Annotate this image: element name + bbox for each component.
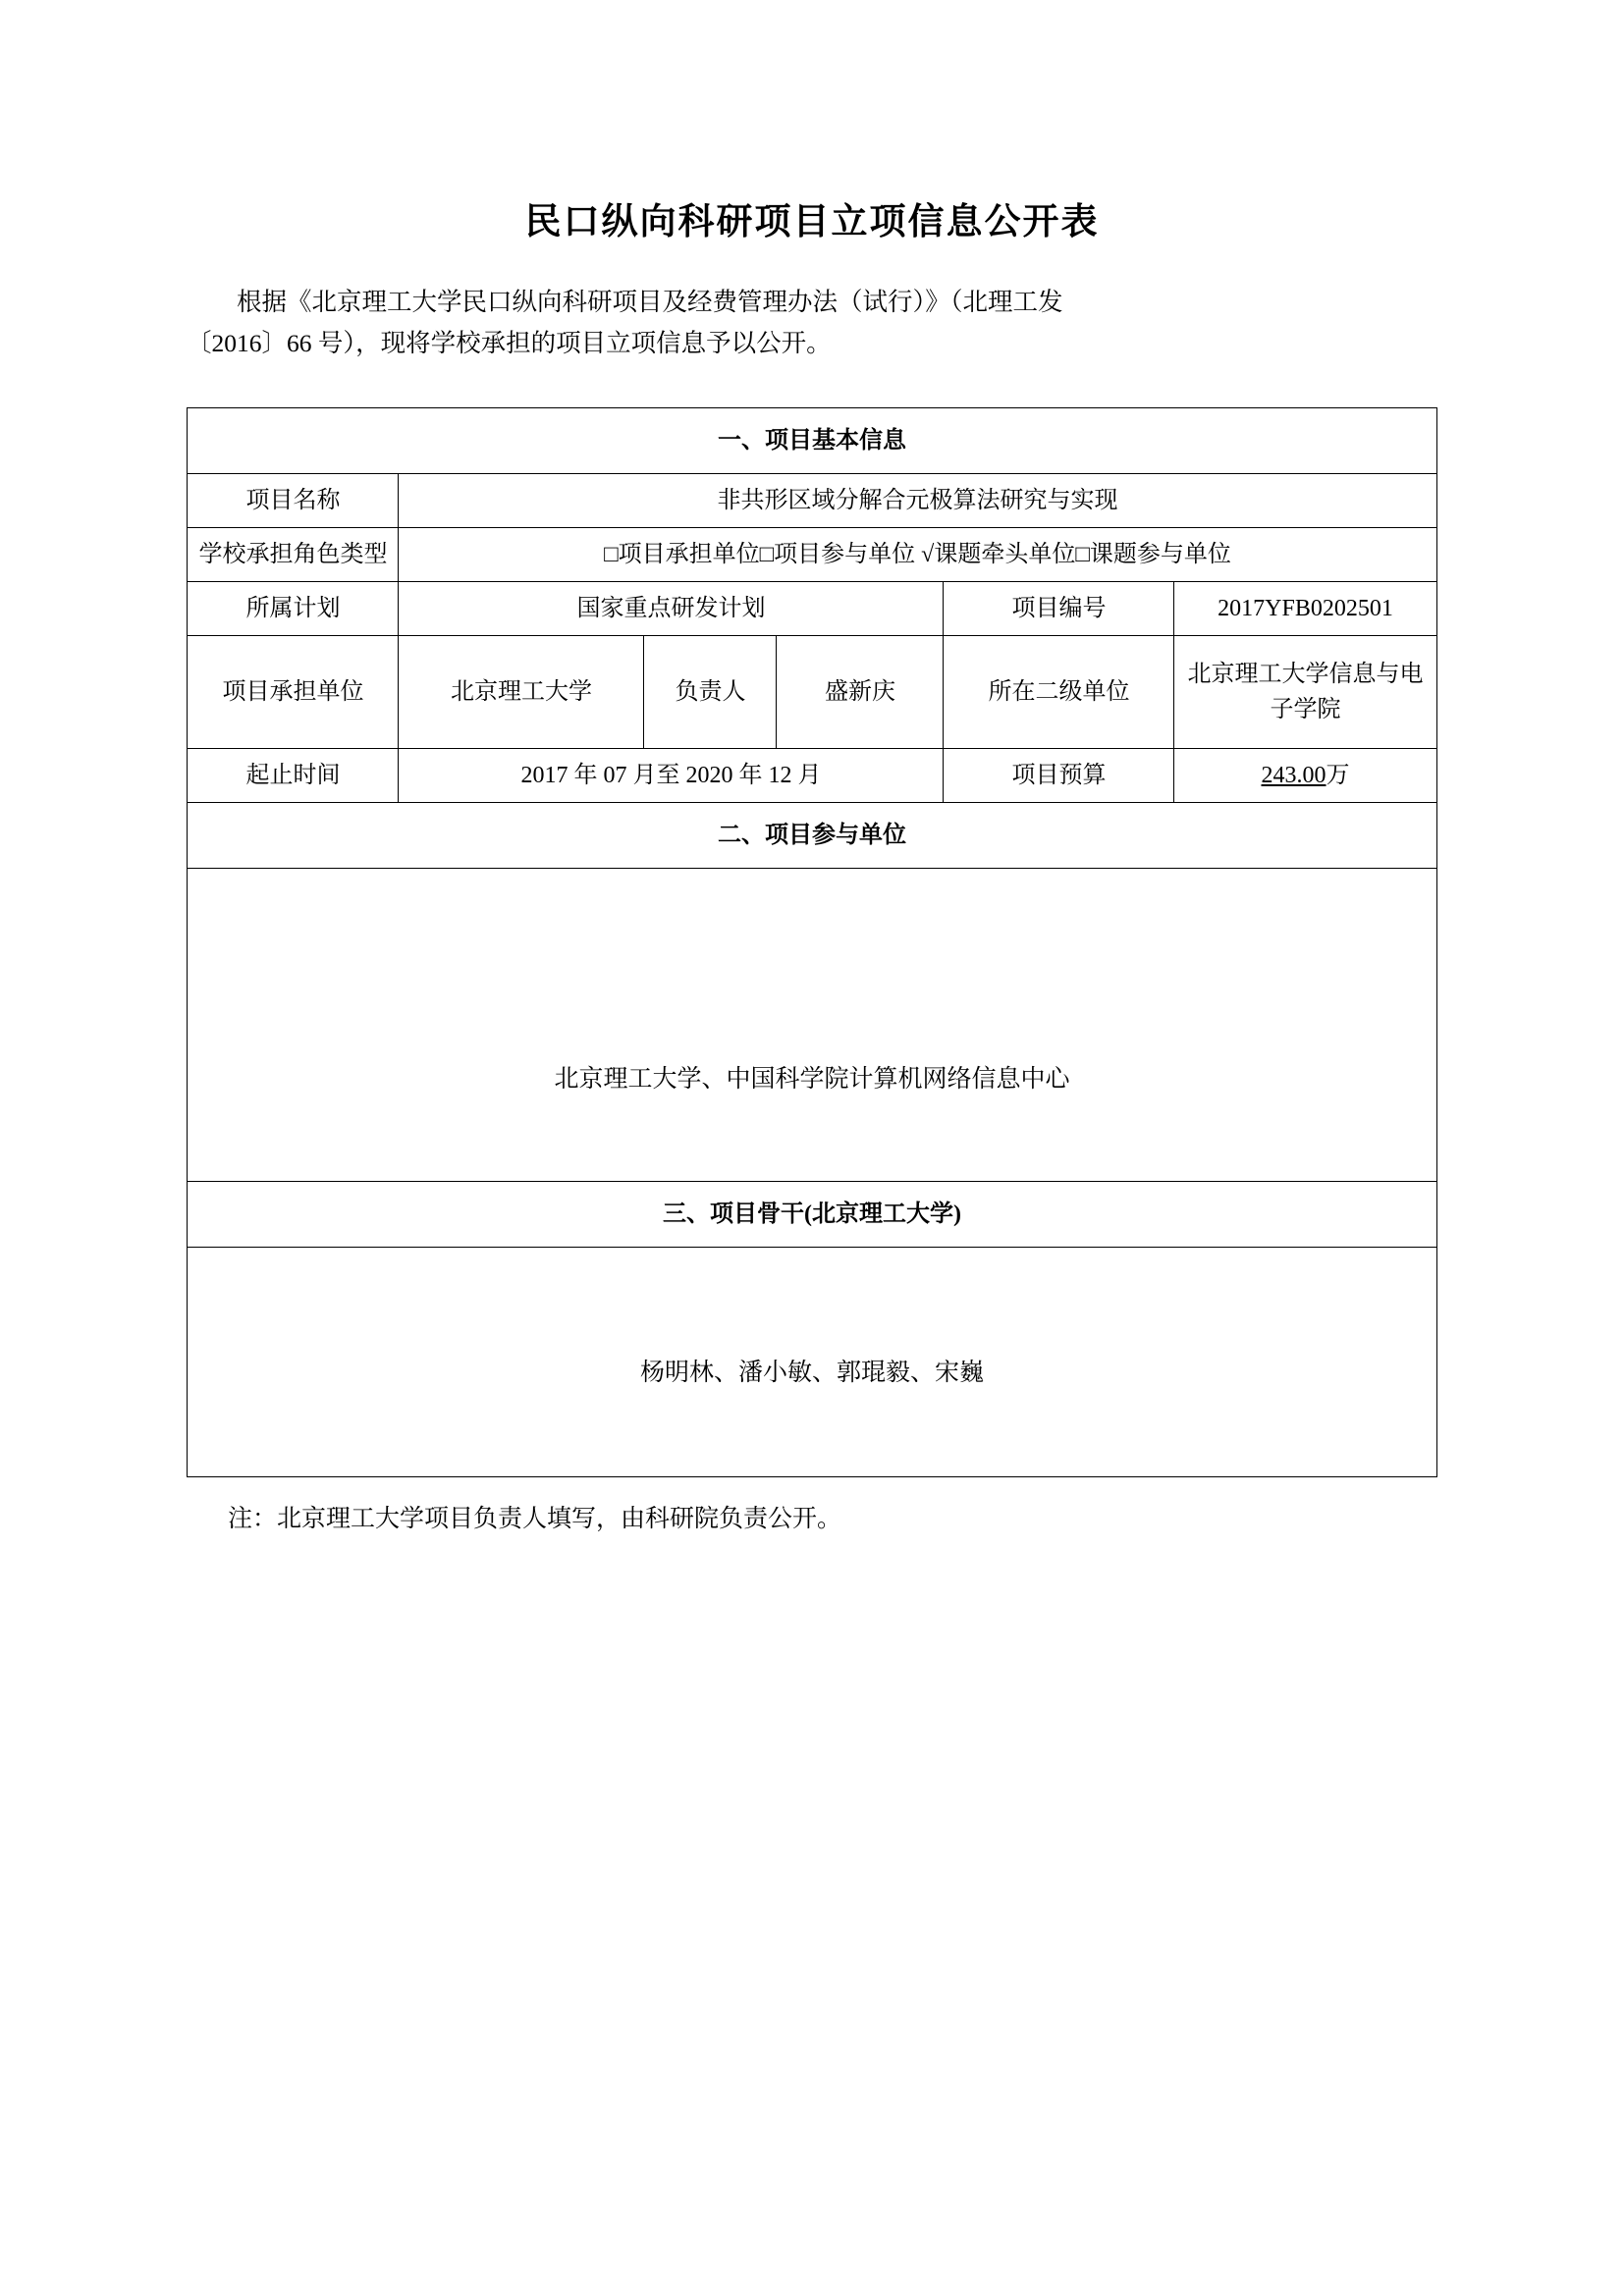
section2-heading-row bbox=[188, 803, 1436, 869]
label-role-type: 学校承担角色类型 bbox=[188, 528, 399, 582]
label-project-name: 项目名称 bbox=[188, 474, 399, 528]
label-secondary-unit: 所在二级单位 bbox=[944, 636, 1174, 749]
key-members-text: 杨明林、潘小敏、郭琨毅、宋巍 bbox=[639, 1359, 984, 1386]
footnote: 注：北京理工大学项目负责人填写，由科研院负责公开。 bbox=[228, 1506, 842, 1533]
section-heading-key-members: 三、项目骨干(北京理工大学) bbox=[188, 1182, 1436, 1248]
label-plan: 所属计划 bbox=[188, 582, 399, 636]
section-heading-basic-info: 一、项目基本信息 bbox=[188, 408, 1436, 474]
label-budget: 项目预算 bbox=[944, 749, 1174, 803]
table-row-undertaking-unit bbox=[188, 636, 1436, 749]
project-info-table bbox=[187, 407, 1436, 1477]
intro-paragraph bbox=[187, 282, 1437, 364]
participating-units-text: 北京理工大学、中国科学院计算机网络信息中心 bbox=[554, 1066, 1070, 1094]
value-leader: 盛新庆 bbox=[777, 636, 944, 749]
value-plan: 国家重点研发计划 bbox=[399, 582, 944, 636]
section1-heading-row bbox=[188, 408, 1436, 474]
intro-line-2: 〔2016〕66 号），现将学校承担的项目立项信息予以公开。 bbox=[187, 329, 832, 358]
value-secondary-unit: 北京理工大学信息与电子学院 bbox=[1174, 636, 1436, 749]
participating-units-cell bbox=[188, 869, 1436, 1182]
table-row-plan bbox=[188, 582, 1436, 636]
value-budget bbox=[1174, 749, 1436, 803]
key-members-cell bbox=[188, 1248, 1436, 1477]
label-duration: 起止时间 bbox=[188, 749, 399, 803]
intro-line-1: 根据《北京理工大学民口纵向科研项目及经费管理办法（试行）》（北理工发 bbox=[237, 288, 1063, 316]
table-row-project-name bbox=[188, 474, 1436, 528]
label-project-no: 项目编号 bbox=[944, 582, 1174, 636]
page-title: 民口纵向科研项目立项信息公开表 bbox=[524, 201, 1100, 241]
value-project-name: 非共形区域分解合元极算法研究与实现 bbox=[399, 474, 1436, 528]
section3-heading-row bbox=[188, 1182, 1436, 1248]
table-row-participating-units bbox=[188, 869, 1436, 1182]
value-undertaking-unit: 北京理工大学 bbox=[399, 636, 644, 749]
section-heading-participating-units: 二、项目参与单位 bbox=[188, 803, 1436, 869]
value-duration: 2017 年 07 月至 2020 年 12 月 bbox=[399, 749, 944, 803]
table-row-role-type bbox=[188, 528, 1436, 582]
label-undertaking-unit: 项目承担单位 bbox=[188, 636, 399, 749]
label-leader: 负责人 bbox=[644, 636, 777, 749]
value-project-no: 2017YFB0202501 bbox=[1174, 582, 1436, 636]
budget-unit: 万 bbox=[1326, 763, 1350, 789]
budget-amount: 243.00 bbox=[1261, 763, 1326, 789]
table-row-duration bbox=[188, 749, 1436, 803]
value-role-type: □项目承担单位□项目参与单位 √课题牵头单位□课题参与单位 bbox=[399, 528, 1436, 582]
table-row-key-members bbox=[188, 1248, 1436, 1477]
